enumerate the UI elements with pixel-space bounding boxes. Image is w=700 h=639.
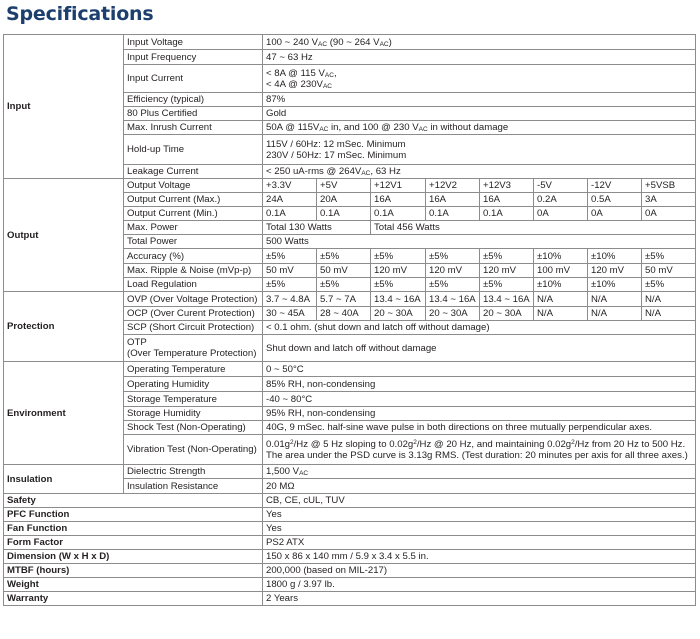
spec-cell: 50 mV bbox=[317, 264, 371, 278]
spec-name: Storage Humidity bbox=[124, 407, 263, 421]
spec-cell: ±5% bbox=[426, 278, 480, 292]
table-row bbox=[4, 494, 696, 508]
table-row bbox=[4, 508, 696, 522]
spec-cell: 16A bbox=[480, 193, 534, 207]
spec-value: -40 ~ 80°C bbox=[263, 392, 696, 407]
table-row bbox=[4, 550, 696, 564]
spec-cell: ±5% bbox=[642, 278, 696, 292]
spec-cell: -5V bbox=[534, 179, 588, 193]
specifications-table bbox=[3, 34, 696, 606]
spec-value: 1,500 $V_{AC}$ bbox=[263, 465, 696, 479]
spec-value: 40G, 9 mSec. half-sine wave pulse in both directions on three mutually perpendicular axes. bbox=[263, 421, 696, 435]
spec-cell: 120 mV bbox=[588, 264, 642, 278]
spec-name: Max. Power bbox=[124, 221, 263, 235]
spec-cell: 0A bbox=[642, 207, 696, 221]
spec-value: PS2 ATX bbox=[263, 536, 696, 550]
spec-value: 95% RH, non-condensing bbox=[263, 407, 696, 421]
spec-value: 50A @ $115V_{AC}$ in, and 100 @ 230 $V_{AC}$ in without damage bbox=[263, 121, 696, 135]
spec-name: OTP (Over Temperature Protection) bbox=[124, 335, 263, 362]
spec-name: Vibration Test (Non-Operating) bbox=[124, 435, 263, 465]
spec-value: 47 ~ 63 Hz bbox=[263, 50, 696, 65]
spec-cell: -12V bbox=[588, 179, 642, 193]
spec-name: Operating Humidity bbox=[124, 377, 263, 392]
spec-name: Storage Temperature bbox=[124, 392, 263, 407]
spec-cell: 30 ~ 45A bbox=[263, 307, 317, 321]
spec-value: 200,000 (based on MIL-217) bbox=[263, 564, 696, 578]
spec-cell: +12V1 bbox=[371, 179, 426, 193]
spec-label-pfc: PFC Function bbox=[4, 508, 263, 522]
spec-value: Shut down and latch off without damage bbox=[263, 335, 696, 362]
spec-cell: 0.1A bbox=[263, 207, 317, 221]
spec-value: Total 456 Watts bbox=[371, 221, 696, 235]
spec-cell: 24A bbox=[263, 193, 317, 207]
section-label-input: Input bbox=[4, 35, 124, 179]
section-label-protection: Protection bbox=[4, 292, 124, 362]
spec-value: 0 ~ 50°C bbox=[263, 362, 696, 377]
spec-name: Accuracy (%) bbox=[124, 249, 263, 264]
spec-cell: +5VSB bbox=[642, 179, 696, 193]
spec-value: < 8A @ 115 $V_{AC}$, < 4A @ $230V_{AC}$ bbox=[263, 65, 696, 93]
spec-cell: ±5% bbox=[371, 278, 426, 292]
spec-cell: +12V2 bbox=[426, 179, 480, 193]
spec-name: Max. Inrush Current bbox=[124, 121, 263, 135]
spec-cell: 16A bbox=[371, 193, 426, 207]
spec-name: Load Regulation bbox=[124, 278, 263, 292]
spec-cell: ±5% bbox=[426, 249, 480, 264]
spec-value: 500 Watts bbox=[263, 235, 696, 249]
spec-label-safety: Safety bbox=[4, 494, 263, 508]
spec-label-warranty: Warranty bbox=[4, 592, 263, 606]
spec-name: Total Power bbox=[124, 235, 263, 249]
spec-cell: ±5% bbox=[263, 249, 317, 264]
spec-name: Efficiency (typical) bbox=[124, 93, 263, 107]
spec-value: CB, CE, cUL, TUV bbox=[263, 494, 696, 508]
table-row bbox=[4, 522, 696, 536]
spec-cell: ±5% bbox=[317, 278, 371, 292]
spec-name: Insulation Resistance bbox=[124, 479, 263, 494]
spec-name: 80 Plus Certified bbox=[124, 107, 263, 121]
spec-cell: 3A bbox=[642, 193, 696, 207]
spec-cell: ±10% bbox=[534, 249, 588, 264]
section-label-output: Output bbox=[4, 179, 124, 292]
spec-cell: 13.4 ~ 16A bbox=[371, 292, 426, 307]
spec-name: Dielectric Strength bbox=[124, 465, 263, 479]
spec-value: Yes bbox=[263, 508, 696, 522]
spec-name: OVP (Over Voltage Protection) bbox=[124, 292, 263, 307]
spec-value: Yes bbox=[263, 522, 696, 536]
spec-cell: N/A bbox=[534, 292, 588, 307]
spec-name: Shock Test (Non-Operating) bbox=[124, 421, 263, 435]
spec-value: Gold bbox=[263, 107, 696, 121]
table-row bbox=[4, 35, 696, 50]
table-row bbox=[4, 564, 696, 578]
spec-label-weight: Weight bbox=[4, 578, 263, 592]
spec-cell: N/A bbox=[588, 307, 642, 321]
table-row bbox=[4, 578, 696, 592]
spec-cell: 50 mV bbox=[642, 264, 696, 278]
spec-cell: 5.7 ~ 7A bbox=[317, 292, 371, 307]
spec-name: Operating Temperature bbox=[124, 362, 263, 377]
spec-value: < 250 uA-rms @ $264V_{AC}$, 63 Hz bbox=[263, 165, 696, 179]
spec-value: 20 MΩ bbox=[263, 479, 696, 494]
spec-cell: 0.2A bbox=[534, 193, 588, 207]
spec-name: Output Current (Max.) bbox=[124, 193, 263, 207]
spec-cell: 0A bbox=[588, 207, 642, 221]
spec-cell: 13.4 ~ 16A bbox=[426, 292, 480, 307]
spec-name: SCP (Short Circuit Protection) bbox=[124, 321, 263, 335]
spec-name: Input Voltage bbox=[124, 35, 263, 50]
section-label-environment: Environment bbox=[4, 362, 124, 465]
spec-cell: ±5% bbox=[642, 249, 696, 264]
spec-cell: 120 mV bbox=[371, 264, 426, 278]
spec-cell: N/A bbox=[642, 307, 696, 321]
spec-cell: 100 mV bbox=[534, 264, 588, 278]
spec-cell: N/A bbox=[534, 307, 588, 321]
table-row bbox=[4, 179, 696, 193]
spec-name: Leakage Current bbox=[124, 165, 263, 179]
spec-cell: 3.7 ~ 4.8A bbox=[263, 292, 317, 307]
spec-cell: 0.1A bbox=[317, 207, 371, 221]
spec-cell: +5V bbox=[317, 179, 371, 193]
spec-cell: 50 mV bbox=[263, 264, 317, 278]
spec-cell: 0.5A bbox=[588, 193, 642, 207]
spec-value: < 0.1 ohm. (shut down and latch off without damage) bbox=[263, 321, 696, 335]
spec-value: $0.01g^2/Hz$ @ 5 Hz sloping to $0.02g^2/Hz$ @ 20 Hz, and maintaining $0.02g^2/Hz$ from 20 Hz to 500 Hz. The area under the PSD curve is 3.13g RMS. (Test duration: 20 minutes per axis for all three axes.) bbox=[263, 435, 696, 465]
spec-name: Input Current bbox=[124, 65, 263, 93]
spec-cell: 13.4 ~ 16A bbox=[480, 292, 534, 307]
spec-cell: 0.1A bbox=[371, 207, 426, 221]
spec-label-dimension: Dimension (W x H x D) bbox=[4, 550, 263, 564]
table-row bbox=[4, 536, 696, 550]
spec-cell: 0A bbox=[534, 207, 588, 221]
spec-cell: N/A bbox=[642, 292, 696, 307]
table-row bbox=[4, 362, 696, 377]
spec-value: 150 x 86 x 140 mm / 5.9 x 3.4 x 5.5 in. bbox=[263, 550, 696, 564]
spec-cell: 120 mV bbox=[426, 264, 480, 278]
spec-cell: ±5% bbox=[480, 278, 534, 292]
spec-value: 100 ~ 240 $V_{AC}$ (90 ~ 264 $V_{AC}$) bbox=[263, 35, 696, 50]
spec-cell: 20 ~ 30A bbox=[480, 307, 534, 321]
spec-cell: 20A bbox=[317, 193, 371, 207]
spec-cell: ±5% bbox=[317, 249, 371, 264]
spec-cell: 0.1A bbox=[480, 207, 534, 221]
spec-name: Output Voltage bbox=[124, 179, 263, 193]
spec-name: Output Current (Min.) bbox=[124, 207, 263, 221]
spec-name: Max. Ripple & Noise (mVp-p) bbox=[124, 264, 263, 278]
spec-value: 87% bbox=[263, 93, 696, 107]
spec-cell: 16A bbox=[426, 193, 480, 207]
spec-cell: 120 mV bbox=[480, 264, 534, 278]
section-label-insulation: Insulation bbox=[4, 465, 124, 494]
spec-value: Total 130 Watts bbox=[263, 221, 371, 235]
spec-label-mtbf: MTBF (hours) bbox=[4, 564, 263, 578]
table-row bbox=[4, 292, 696, 307]
spec-name: Hold-up Time bbox=[124, 135, 263, 165]
table-row bbox=[4, 592, 696, 606]
spec-cell: N/A bbox=[588, 292, 642, 307]
spec-value: 85% RH, non-condensing bbox=[263, 377, 696, 392]
spec-cell: 20 ~ 30A bbox=[426, 307, 480, 321]
spec-value: 1800 g / 3.97 lb. bbox=[263, 578, 696, 592]
spec-cell: ±10% bbox=[588, 278, 642, 292]
spec-name: OCP (Over Curent Protection) bbox=[124, 307, 263, 321]
spec-label-form: Form Factor bbox=[4, 536, 263, 550]
spec-value: 115V / 60Hz: 12 mSec. Minimum 230V / 50Hz: 17 mSec. Minimum bbox=[263, 135, 696, 165]
spec-cell: 20 ~ 30A bbox=[371, 307, 426, 321]
spec-cell: ±5% bbox=[480, 249, 534, 264]
spec-cell: 0.1A bbox=[426, 207, 480, 221]
spec-cell: ±5% bbox=[371, 249, 426, 264]
spec-cell: 28 ~ 40A bbox=[317, 307, 371, 321]
spec-label-fan: Fan Function bbox=[4, 522, 263, 536]
spec-name: Input Frequency bbox=[124, 50, 263, 65]
spec-cell: ±5% bbox=[263, 278, 317, 292]
spec-cell: ±10% bbox=[588, 249, 642, 264]
spec-cell: +12V3 bbox=[480, 179, 534, 193]
spec-cell: +3.3V bbox=[263, 179, 317, 193]
spec-cell: ±10% bbox=[534, 278, 588, 292]
page-title: Specifications bbox=[6, 3, 154, 25]
table-row bbox=[4, 465, 696, 479]
spec-value: 2 Years bbox=[263, 592, 696, 606]
